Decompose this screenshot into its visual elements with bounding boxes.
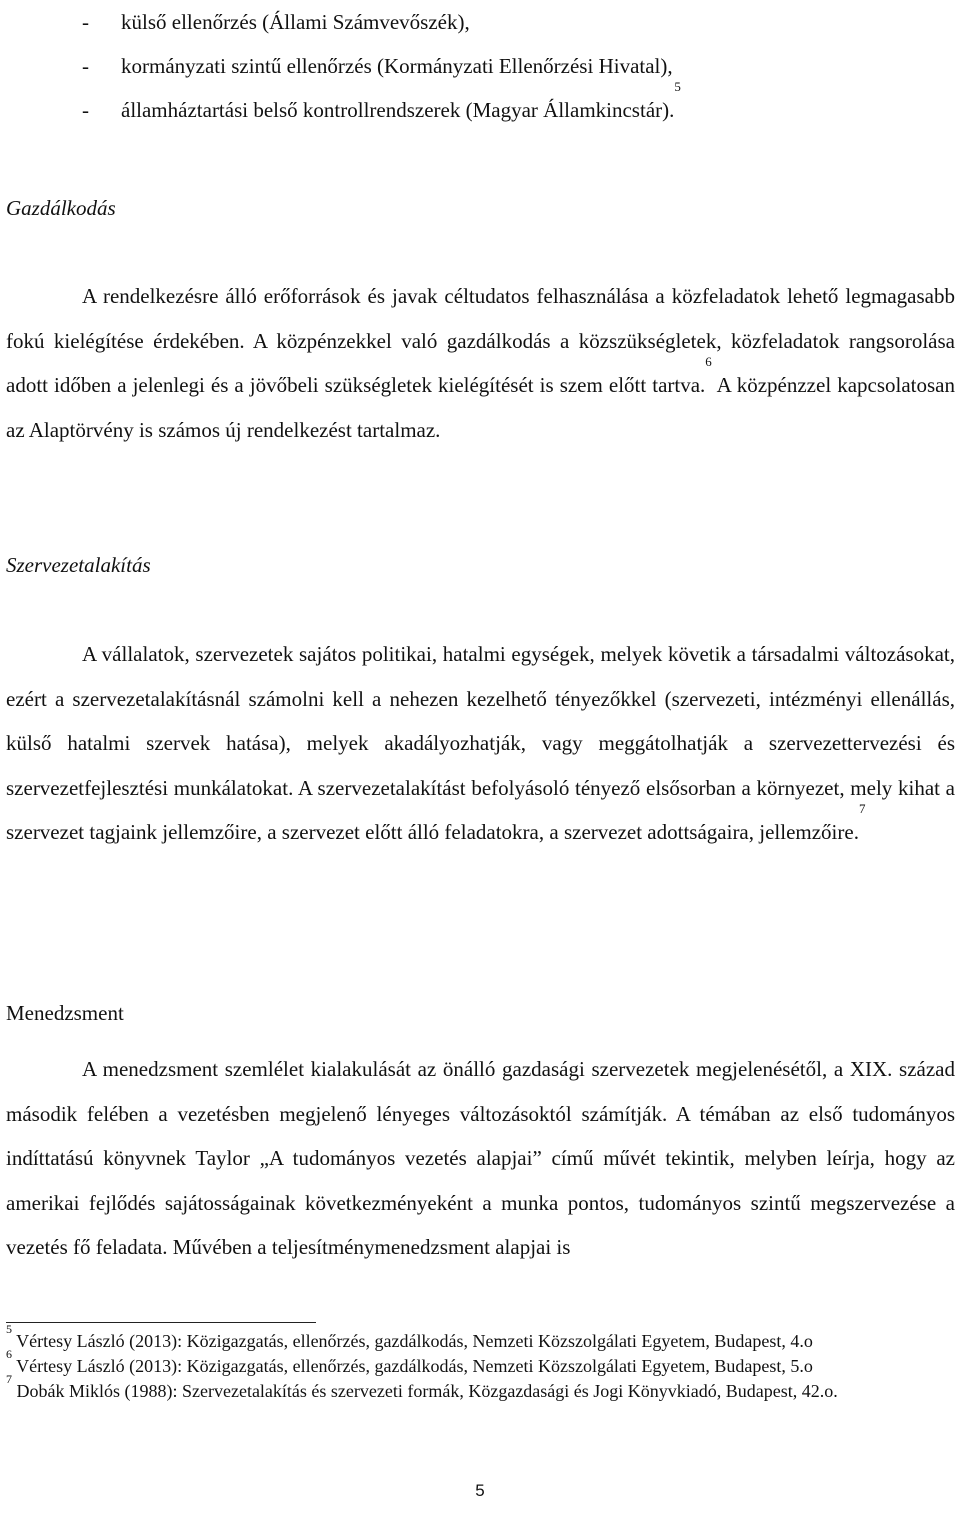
list-dash: - <box>82 54 89 78</box>
heading-szervezetalakitas: Szervezetalakítás <box>6 553 151 577</box>
paragraph-text: A rendelkezésre álló erőforrások és javak céltudatos felhasználása a közfeladatok lehető legmagasabb fokú kielégítése érdekében. A közpénzekkel való gazdálkodás a közszükségletek, közfeladatok rangsorolása adott időben a jelenlegi és a jövőbeli szükségletek kielégítését is szem előtt tartva. <box>6 284 955 397</box>
list-item <box>0 0 960 44</box>
footnote-ref: 5 <box>674 79 681 94</box>
footnote-number: 7 <box>6 1372 12 1386</box>
footnote-number: 5 <box>6 1322 12 1336</box>
paragraph-szervezetalakitas <box>6 632 955 855</box>
footnote-number: 6 <box>6 1347 12 1361</box>
paragraph-text: A vállalatok, szervezetek sajátos politikai, hatalmi egységek, melyek követik a társadalmi változásokat, ezért a szervezetalakításnál számolni kell a nehezen kezelhető tényezőkkel (szervezeti, intézményi ellenállás, külső hatalmi szervek hatása), melyek akadályozhatják, vagy meggátolhatják a szervezettervezési és szervezetfejlesztési munkálatokat. A szervezetalakítást befolyásoló tényező elsősorban a környezet, mely kihat a szervezet tagjaink jellemzőire, a szervezet előtt álló feladatokra, a szervezet adottságaira, jellemzőire. <box>6 642 955 844</box>
page-number: 5 <box>475 1481 485 1500</box>
footnote-ref: 6 <box>705 354 712 369</box>
control-bodies-list <box>0 0 960 132</box>
footnotes <box>6 1322 955 1404</box>
heading-gazdalkodas: Gazdálkodás <box>6 196 116 220</box>
list-item-text: kormányzati szintű ellenőrzés (Kormányzati Ellenőrzési Hivatal), <box>121 54 673 78</box>
list-dash: - <box>82 98 89 122</box>
footnote-separator <box>6 1322 316 1323</box>
list-item <box>0 44 960 88</box>
footnote-text: Vértesy László (2013): Közigazgatás, ellenőrzés, gazdálkodás, Nemzeti Közszolgálati Egyetem, Budapest, 5.o <box>12 1356 813 1376</box>
heading-menedzsment: Menedzsment <box>6 1001 124 1025</box>
list-item-text: államháztartási belső kontrollrendszerek (Magyar Államkincstár). <box>121 98 675 122</box>
paragraph-gazdalkodas <box>6 274 955 452</box>
footnote <box>6 1322 955 1354</box>
footnote-text: Vértesy László (2013): Közigazgatás, ellenőrzés, gazdálkodás, Nemzeti Közszolgálati Egyetem, Budapest, 4.o <box>12 1331 813 1351</box>
list-dash: - <box>82 10 89 34</box>
paragraph-text: A közpénzzel kapcsolatosan az Alaptörvény is számos új rendelkezést tartalmaz. <box>6 373 955 442</box>
footnote <box>6 1372 955 1404</box>
footnote-text: Dobák Miklós (1988): Szervezetalakítás és szervezeti formák, Közgazdasági és Jogi Könyvkiadó, Budapest, 42.o. <box>12 1381 838 1401</box>
list-item-text: külső ellenőrzés (Állami Számvevőszék), <box>121 10 470 34</box>
footnote-ref: 7 <box>858 801 866 816</box>
footnote <box>6 1347 955 1379</box>
list-item <box>0 79 960 132</box>
paragraph-menedzsment: A menedzsment szemlélet kialakulását az önálló gazdasági szervezetek megjelenésétől, a XIX. század második felében a vezetésben megjelenő lényeges változásoktól számítják. A témában az első tudományos indíttatású könyvnek Taylor „A tudományos vezetés alapjai” című művét tekintik, melyben leírja, hogy az amerikai fejlődés sajátosságainak következményeként a munka pontos, tudományos szintű megszervezése a vezetés fő feladata. Művében a teljesítménymenedzsment alapjai is <box>6 1057 955 1259</box>
